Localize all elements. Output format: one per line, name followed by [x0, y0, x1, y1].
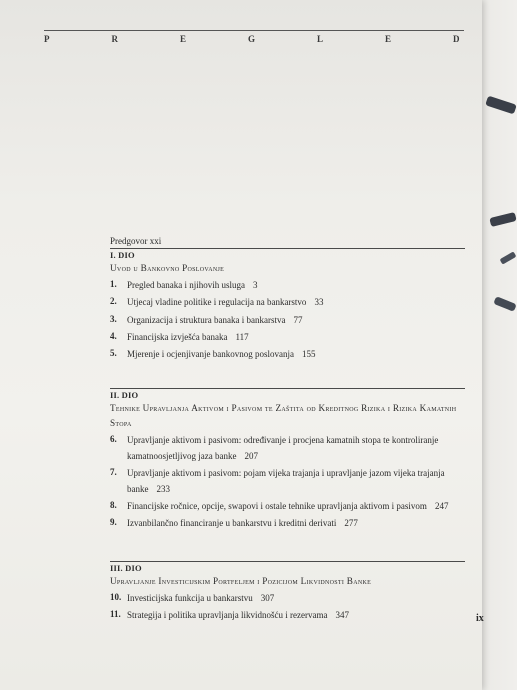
- chapter-entry: [110, 295, 470, 311]
- part-label: II. DIO: [110, 388, 465, 401]
- chapter-number: 11.: [110, 609, 121, 620]
- preface-entry: Predgovor xxi: [110, 236, 162, 246]
- chapter-title: Upravljanje aktivom i pasivom: pojam vijeka trajanja i upravljanje jazom vijeka trajanja banke: [127, 467, 445, 494]
- chapter-page: 117: [235, 331, 249, 342]
- chapter-entry: [110, 330, 470, 346]
- chapter-title: Upravljanje aktivom i pasivom: određivanje i procjena kamatnih stopa te kontroliranje kamatnoosjetljivog jaza banke: [127, 434, 439, 461]
- chapter-entry: [110, 466, 470, 498]
- part-section: [110, 388, 470, 532]
- chapter-number: 6.: [110, 433, 117, 444]
- chapter-number: 8.: [110, 499, 117, 510]
- part-heading: Tehnike Upravljanja Aktivom i Pasivom te Zaštita od Kreditnog Rizika i Rizika Kamatnih Stopa: [110, 403, 457, 429]
- header-letter: R: [111, 34, 119, 44]
- chapter-number: 3.: [110, 313, 117, 324]
- chapter-title: Organizacija i struktura banaka i bankarstva: [127, 314, 286, 325]
- chapter-title: Utjecaj vladine politike i regulacija na bankarstvo: [127, 297, 307, 308]
- chapter-entry: [110, 278, 470, 294]
- chapter-title: Strategija i politika upravljanja likvidnošću i rezervama: [127, 610, 328, 621]
- chapter-number: 7.: [110, 466, 117, 477]
- chapter-number: 2.: [110, 296, 117, 307]
- chapter-title: Izvanbilančno financiranje u bankarstvu i kreditni derivati: [127, 518, 337, 529]
- chapter-title: Mjerenje i ocjenjivanje bankovnog poslovanja: [127, 349, 294, 360]
- chapter-title: Financijske ročnice, opcije, swapovi i ostale tehnike upravljanja aktivom i pasivom: [127, 500, 427, 511]
- chapter-entry: [110, 608, 470, 624]
- running-header: [44, 34, 460, 44]
- header-letter: D: [452, 34, 460, 44]
- chapter-number: 1.: [110, 279, 117, 290]
- header-letter: G: [247, 34, 256, 44]
- chapter-page: 3: [252, 280, 258, 291]
- chapter-page: 247: [434, 500, 449, 511]
- chapter-page: 277: [344, 518, 358, 529]
- chapter-page: 155: [301, 349, 316, 360]
- part-label: III. DIO: [110, 561, 465, 574]
- table-of-contents: [110, 235, 470, 625]
- chapter-title: Pregled banaka i njihovih usluga: [127, 280, 245, 291]
- part-section: [110, 248, 470, 363]
- chapter-title: Investicijska funkcija u bankarstvu: [127, 592, 253, 603]
- part-heading: Uvod u Bankovno Poslovanje: [110, 263, 225, 274]
- page-number: ix: [476, 613, 484, 624]
- chapter-number: 9.: [110, 517, 117, 528]
- chapter-page: 207: [244, 450, 258, 461]
- part-section: [110, 561, 470, 624]
- header-letter: P: [44, 34, 50, 44]
- chapter-page: 33: [314, 297, 324, 308]
- chapter-entry: [110, 516, 470, 532]
- part-heading: Upravljanje Investicijskim Portfeljem i Pozicijom Likvidnosti Banke: [110, 576, 372, 587]
- chapter-page: 77: [293, 314, 303, 325]
- chapter-entry: [110, 591, 470, 607]
- chapter-title: Financijska izvješća banaka: [127, 331, 228, 342]
- header-letter: E: [384, 34, 392, 44]
- chapter-entry: [110, 499, 470, 515]
- chapter-entry: [110, 433, 470, 465]
- chapter-entry: [110, 347, 470, 363]
- chapter-page: 307: [260, 592, 275, 603]
- chapter-number: 5.: [110, 348, 117, 359]
- header-rule: [44, 30, 464, 31]
- header-letter: E: [179, 34, 187, 44]
- chapter-number: 4.: [110, 330, 117, 341]
- chapter-entry: [110, 313, 470, 329]
- part-label: I. DIO: [110, 248, 465, 261]
- chapter-page: 233: [156, 483, 170, 494]
- header-letter: L: [316, 34, 324, 44]
- chapter-page: 347: [335, 610, 349, 621]
- chapter-number: 10.: [110, 591, 122, 602]
